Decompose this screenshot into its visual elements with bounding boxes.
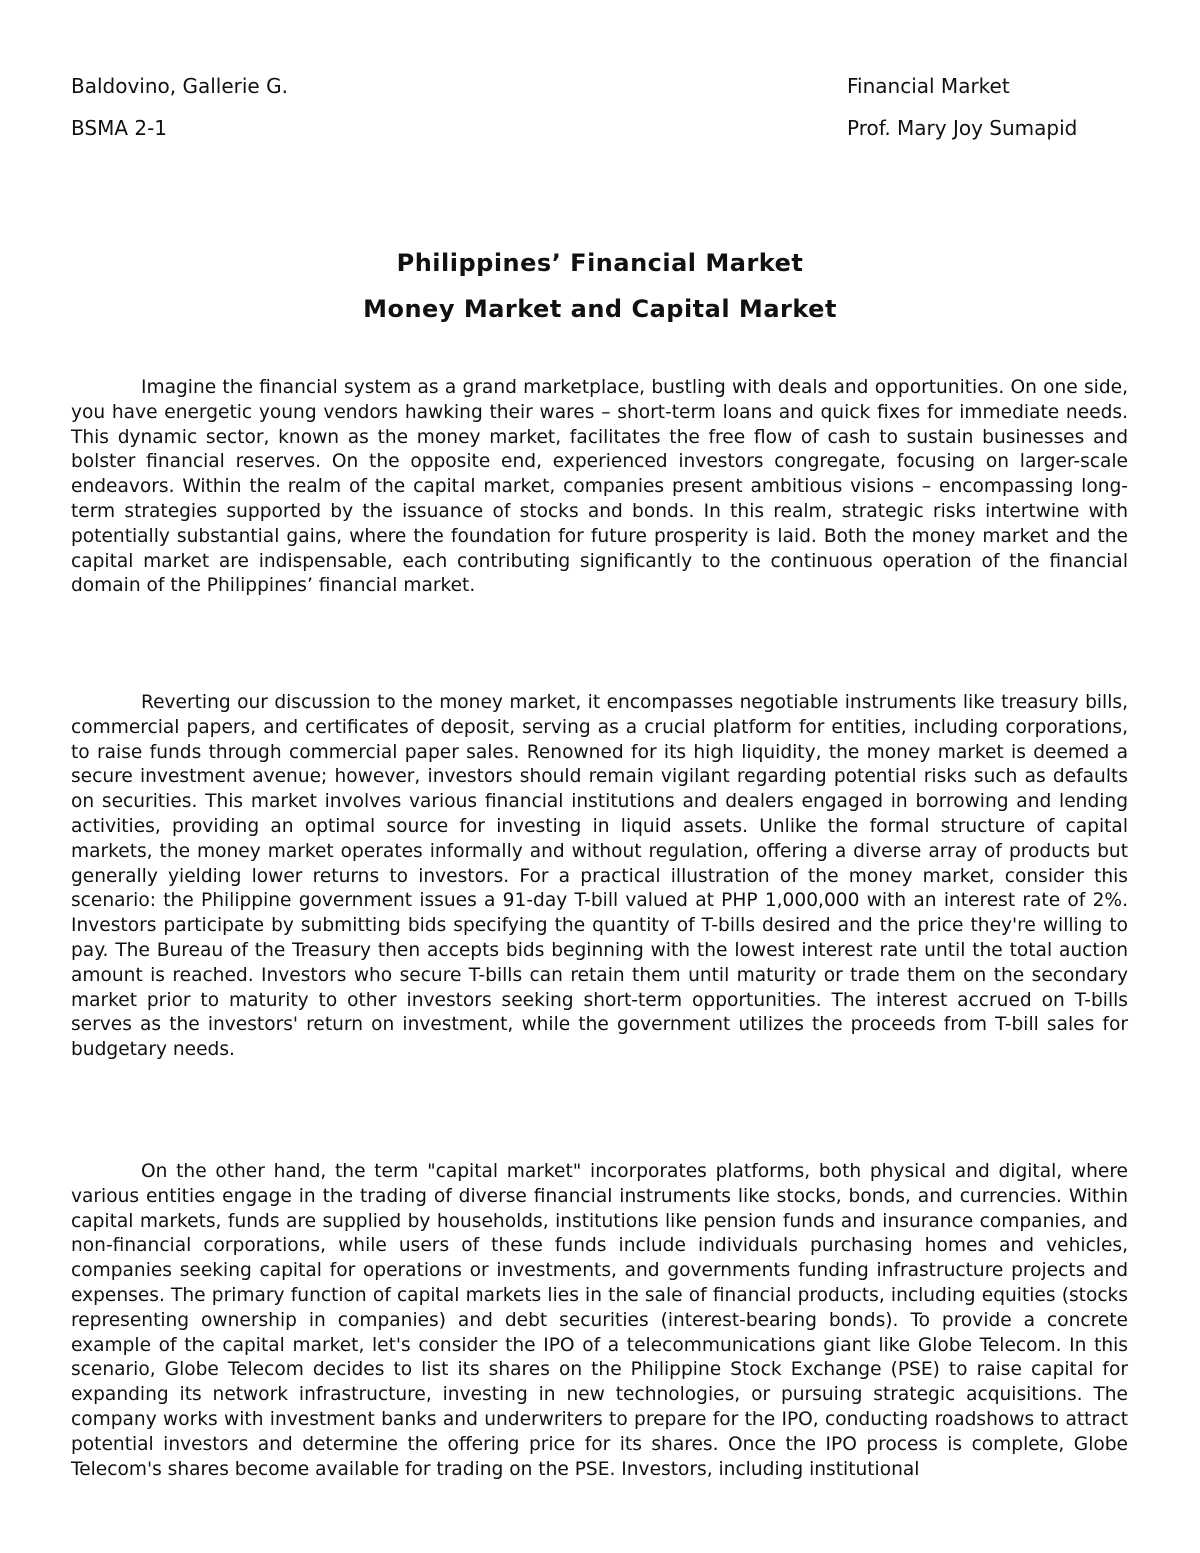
title-line-1: Philippines’ Financial Market — [396, 249, 804, 277]
paragraph-capital-market: On the other hand, the term "capital market" incorporates platforms, both physical and digital, where various entities engage in the trading of diverse financial instruments like stocks, bonds, and currencies. Within capital markets, funds are supplied by households, institutions like pension funds and insurance companies, and non-financial corporations, while users of these funds include individuals purchasing homes and vehicles, companies seeking capital for operations or investments, and governments funding infrastructure projects and expenses. The primary function of capital markets lies in the sale of financial products, including equities (stocks representing ownership in companies) and debt securities (interest-bearing bonds). To provide a concrete example of the capital market, let's consider the IPO of a telecommunications giant like Globe Telecom. In this scenario, Globe Telecom decides to list its shares on the Philippine Stock Exchange (PSE) to raise capital for expanding its network infrastructure, investing in new technologies, or pursuing strategic acquisitions. The company works with investment banks and underwriters to prepare for the IPO, conducting roadshows to attract potential investors and determine the offering price for its shares. Once the IPO process is complete, Globe Telecom's shares become available for trading on the PSE. Investors, including institutional — [71, 1161, 1128, 1480]
professor-name: Prof. Mary Joy Sumapid — [847, 116, 1078, 140]
section-code: BSMA 2-1 — [71, 116, 168, 140]
course-name: Financial Market — [847, 74, 1010, 98]
document-title — [0, 240, 1200, 332]
title-line-2: Money Market and Capital Market — [363, 295, 837, 323]
paragraph-intro: Imagine the financial system as a grand marketplace, bustling with deals and opportunities. On one side, you have energetic young vendors hawking their wares – short-term loans and quick fixes for immediate needs. This dynamic sector, known as the money market, facilitates the free flow of cash to sustain businesses and bolster financial reserves. On the opposite end, experienced investors congregate, focusing on larger-scale endeavors. Within the realm of the capital market, companies present ambitious visions – encompassing long-term strategies supported by the issuance of stocks and bonds. In this realm, strategic risks intertwine with potentially substantial gains, where the foundation for future prosperity is laid. Both the money market and the capital market are indispensable, each contributing significantly to the continuous operation of the financial domain of the Philippines’ financial market. — [71, 377, 1128, 597]
author-name: Baldovino, Gallerie G. — [71, 74, 288, 98]
paragraph-money-market: Reverting our discussion to the money market, it encompasses negotiable instruments like treasury bills, commercial papers, and certificates of deposit, serving as a crucial platform for entities, including corporations, to raise funds through commercial paper sales. Renowned for its high liquidity, the money market is deemed a secure investment avenue; however, investors should remain vigilant regarding potential risks such as defaults on securities. This market involves various financial institutions and dealers engaged in borrowing and lending activities, providing an optimal source for investing in liquid assets. Unlike the formal structure of capital markets, the money market operates informally and without regulation, offering a diverse array of products but generally yielding lower returns to investors. For a practical illustration of the money market, consider this scenario: the Philippine government issues a 91-day T-bill valued at PHP 1,000,000 with an interest rate of 2%. Investors participate by submitting bids specifying the quantity of T-bills desired and the price they're willing to pay. The Bureau of the Treasury then accepts bids beginning with the lowest interest rate until the total auction amount is reached. Investors who secure T-bills can retain them until maturity or trade them on the secondary market prior to maturity to other investors seeking short-term opportunities. The interest accrued on T-bills serves as the investors' return on investment, while the government utilizes the proceeds from T-bill sales for budgetary needs. — [71, 692, 1128, 1061]
